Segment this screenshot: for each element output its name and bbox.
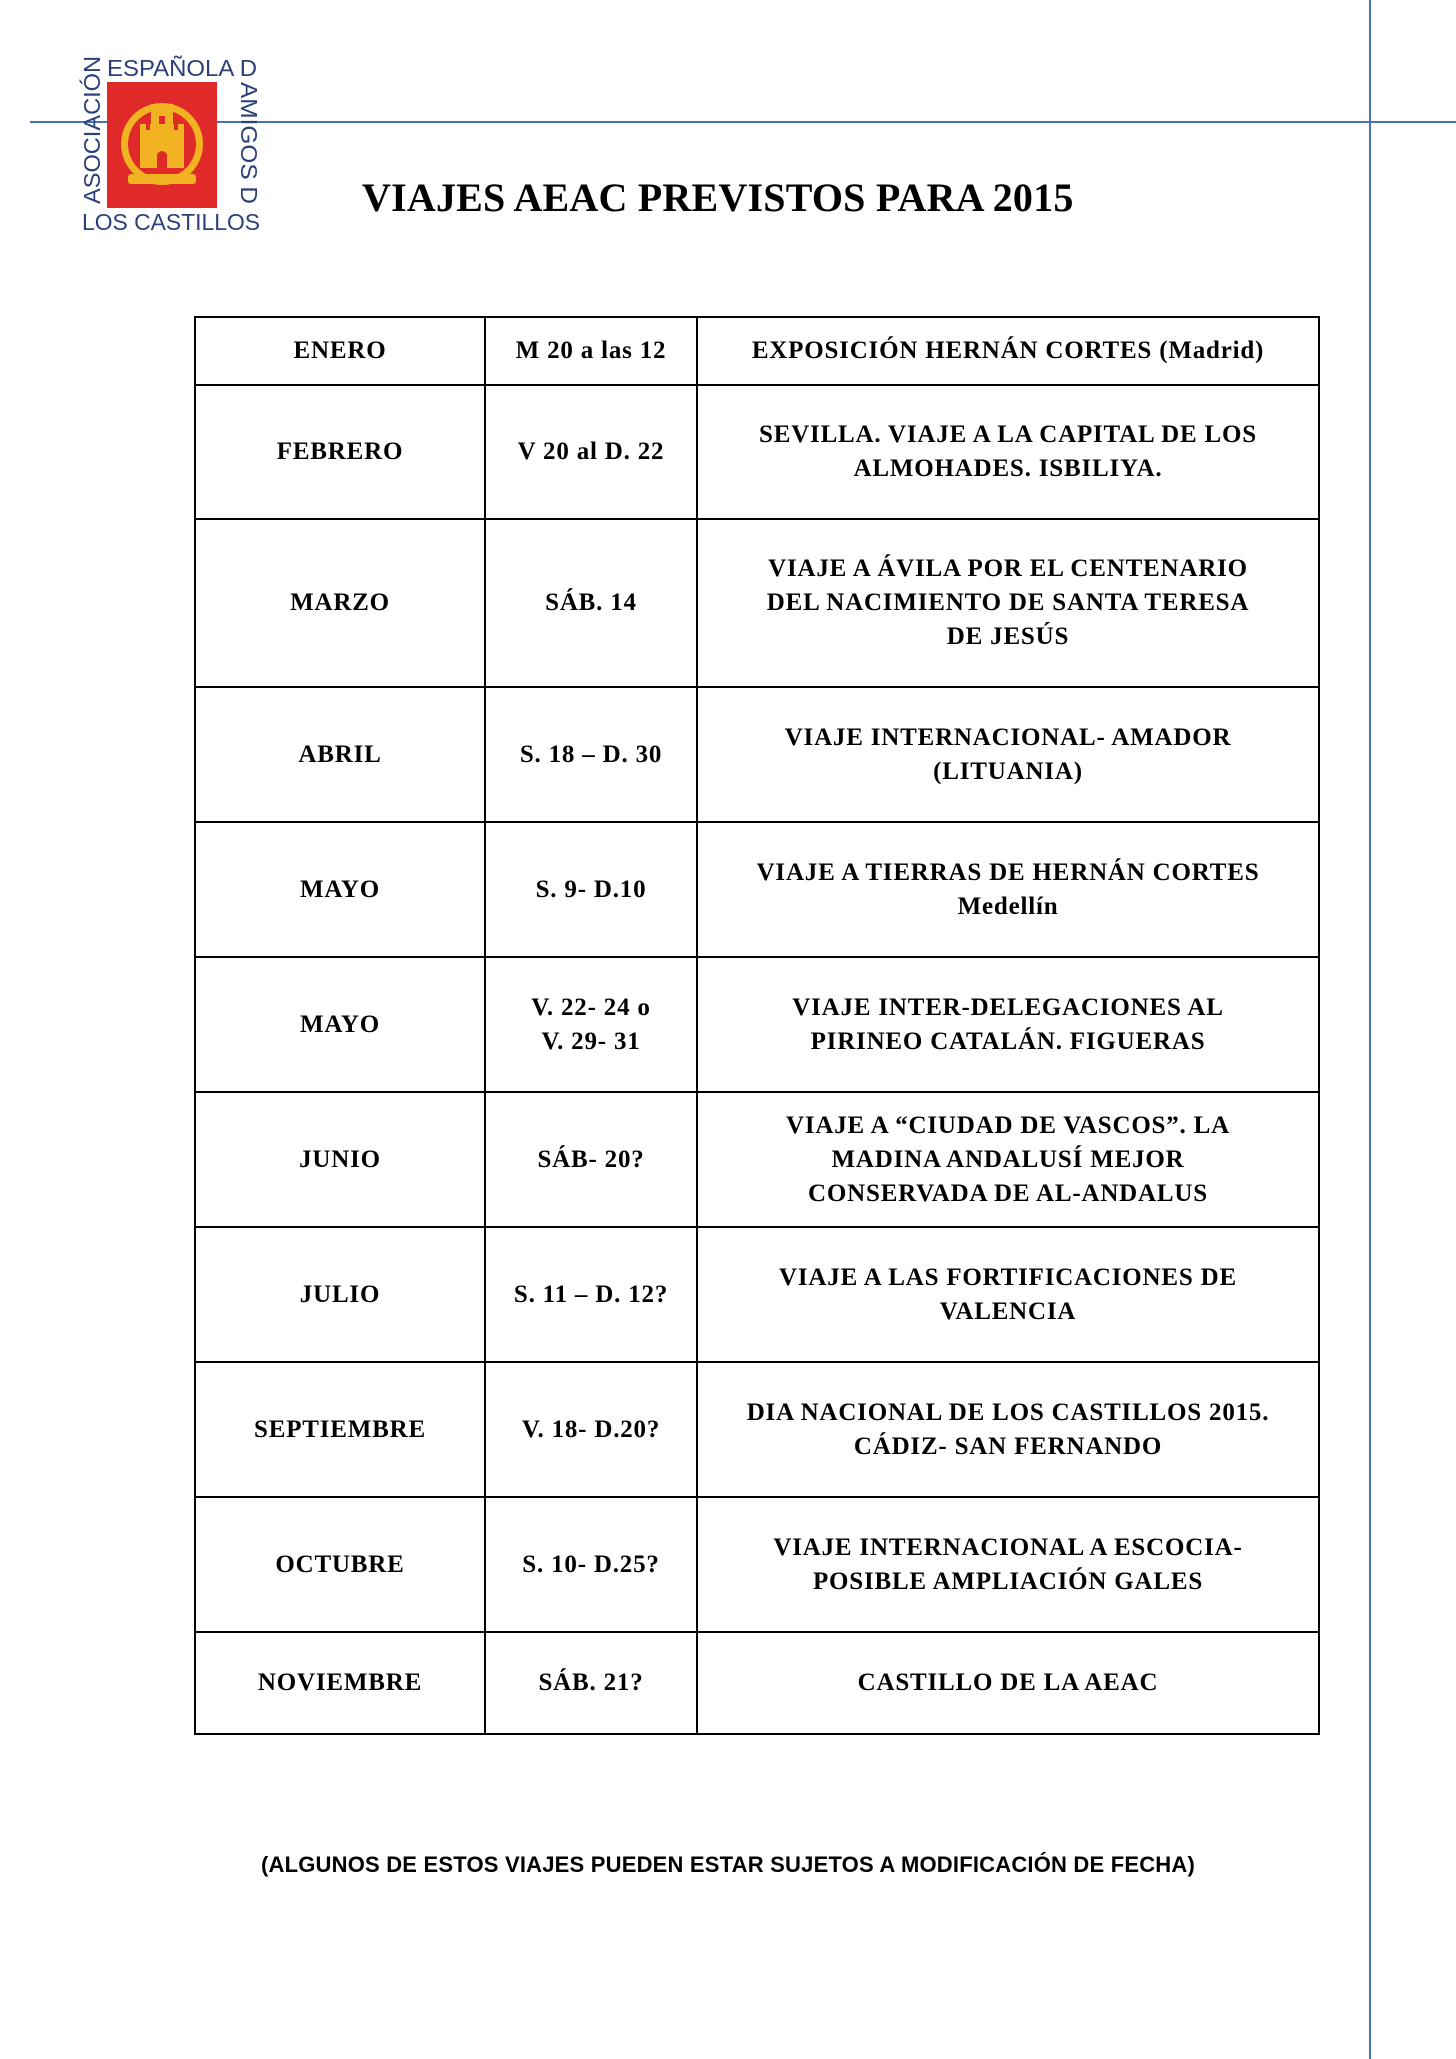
trip-dates: [485, 385, 697, 519]
trip-dates-line: S. 11 – D. 12?: [513, 1280, 669, 1308]
association-logo: [78, 52, 264, 238]
table-row: [195, 1632, 1319, 1734]
trip-dates-line: S. 9- D.10: [535, 875, 647, 903]
trip-description: [697, 1632, 1319, 1734]
trip-dates-line: S. 18 – D. 30: [519, 740, 663, 768]
trip-description-line: CASTILLO DE LA AEAC: [857, 1669, 1159, 1696]
trip-description-line: DIA NACIONAL DE LOS CASTILLOS 2015.: [746, 1398, 1270, 1426]
trip-description: [697, 957, 1319, 1092]
trip-dates-line: V. 22- 24 o: [531, 993, 651, 1021]
trip-month: FEBRERO: [195, 385, 485, 519]
trip-dates: [485, 687, 697, 822]
trip-month: JUNIO: [195, 1092, 485, 1227]
table-row: [195, 1227, 1319, 1362]
trip-dates-line: V. 29- 31: [541, 1027, 641, 1055]
trip-dates-line: SÁB- 20?: [537, 1145, 645, 1173]
trip-month: MARZO: [195, 519, 485, 687]
logo-text-top: ESPAÑOLA D: [107, 55, 257, 81]
trip-dates: [485, 519, 697, 687]
trip-description: [697, 1092, 1319, 1227]
table-row: [195, 385, 1319, 519]
trip-month: SEPTIEMBRE: [195, 1362, 485, 1497]
trip-description: [697, 687, 1319, 822]
trip-description-line: DEL NACIMIENTO DE SANTA TERESA: [766, 589, 1250, 616]
trip-description: [697, 385, 1319, 519]
trip-dates: [485, 317, 697, 385]
trip-month: JULIO: [195, 1227, 485, 1362]
trip-description-line: CÁDIZ- SAN FERNANDO: [853, 1432, 1163, 1460]
table-row: [195, 1092, 1319, 1227]
table-row: [195, 1497, 1319, 1632]
trip-description-line: VIAJE A “CIUDAD DE VASCOS”. LA: [785, 1111, 1230, 1139]
trip-description-line: VIAJE INTERNACIONAL- AMADOR: [784, 723, 1232, 751]
trip-description: [697, 317, 1319, 385]
trip-description: [697, 519, 1319, 687]
table-row: [195, 519, 1319, 687]
logo-text-right: AMIGOS D: [236, 82, 262, 198]
footnote: (ALGUNOS DE ESTOS VIAJES PUEDEN ESTAR SUJETOS A MODIFICACIÓN DE FECHA): [260, 1852, 1196, 1877]
trips-table: [194, 316, 1320, 1735]
trip-description-line: VALENCIA: [939, 1297, 1077, 1325]
trip-description: [697, 1362, 1319, 1497]
trip-dates: [485, 1362, 697, 1497]
trip-description: [697, 1227, 1319, 1362]
table-row: [195, 687, 1319, 822]
trip-month: MAYO: [195, 822, 485, 957]
logo-text-bottom: LOS CASTILLOS: [82, 209, 260, 235]
table-row: [195, 317, 1319, 385]
trip-description-line: POSIBLE AMPLIACIÓN GALES: [812, 1567, 1204, 1595]
trip-dates-line: V 20 al D. 22: [517, 438, 665, 465]
trip-description-line: MADINA ANDALUSÍ MEJOR: [831, 1145, 1185, 1173]
trip-dates-line: V. 18- D.20?: [521, 1415, 661, 1443]
trip-description-line: PIRINEO CATALÁN. FIGUERAS: [810, 1027, 1206, 1055]
table-row: [195, 822, 1319, 957]
trip-dates: [485, 1092, 697, 1227]
trip-description-line: SEVILLA. VIAJE A LA CAPITAL DE LOS: [759, 421, 1257, 448]
trip-dates: [485, 822, 697, 957]
logo-text-left: ASOCIACIÓN: [79, 59, 105, 204]
trip-month: OCTUBRE: [195, 1497, 485, 1632]
trip-description-line: VIAJE INTERNACIONAL A ESCOCIA-: [773, 1533, 1243, 1561]
trip-month: NOVIEMBRE: [195, 1632, 485, 1734]
trip-dates-line: M 20 a las 12: [515, 337, 667, 364]
trip-dates-line: SÁB. 14: [545, 589, 637, 616]
trip-description-line: (LITUANIA): [933, 757, 1083, 785]
castle-emblem-icon: [107, 82, 217, 208]
trip-description-line: ALMOHADES. ISBILIYA.: [853, 455, 1163, 482]
trip-description: [697, 822, 1319, 957]
trip-description-line: EXPOSICIÓN HERNÁN CORTES (Madrid): [751, 337, 1265, 364]
table-row: [195, 957, 1319, 1092]
trip-dates: [485, 1497, 697, 1632]
trip-month: ABRIL: [195, 687, 485, 822]
page-title: VIAJES AEAC PREVISTOS PARA 2015: [362, 175, 1074, 220]
trip-description-line: VIAJE INTER-DELEGACIONES AL: [792, 993, 1224, 1021]
trip-dates: [485, 1227, 697, 1362]
trip-dates-line: S. 10- D.25?: [522, 1550, 660, 1578]
trip-dates-line: SÁB. 21?: [538, 1669, 644, 1696]
trip-dates: [485, 1632, 697, 1734]
table-row: [195, 1362, 1319, 1497]
trip-description-line: VIAJE A LAS FORTIFICACIONES DE: [779, 1263, 1237, 1291]
trip-description-line: VIAJE A ÁVILA POR EL CENTENARIO: [768, 555, 1248, 582]
trip-description-line: VIAJE A TIERRAS DE HERNÁN CORTES: [756, 858, 1260, 886]
trip-dates: [485, 957, 697, 1092]
trip-description-line: DE JESÚS: [946, 623, 1070, 650]
margin-rule-vertical: [1369, 0, 1371, 2059]
trip-month: MAYO: [195, 957, 485, 1092]
trip-month: ENERO: [195, 317, 485, 385]
trip-description-line: CONSERVADA DE AL-ANDALUS: [808, 1179, 1208, 1207]
trip-description: [697, 1497, 1319, 1632]
trip-description-line: Medellín: [957, 892, 1059, 920]
